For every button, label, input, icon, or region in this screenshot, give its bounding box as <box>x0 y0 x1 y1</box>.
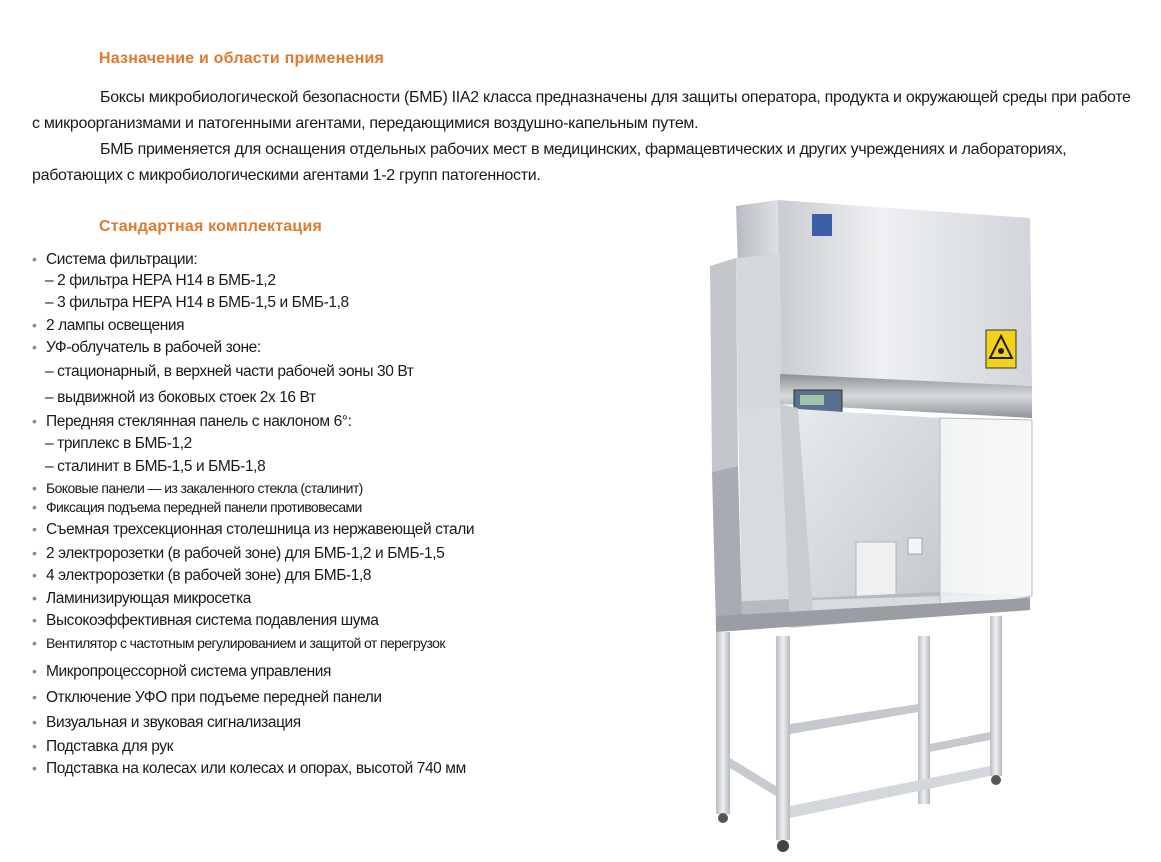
equipment-list-item: – 2 фильтра НЕРА Н14 в БМБ-1,2 <box>45 272 276 289</box>
equipment-list-item: • 4 электророзетки (в рабочей зоне) для БМБ-1,8 <box>32 567 371 585</box>
equipment-list-item: • Система фильтрации: <box>32 251 197 269</box>
biosafety-cabinet-image <box>690 196 1150 856</box>
equipment-list-item: • Высокоэффективная система подавления шума <box>32 612 378 630</box>
equipment-list-item: • 2 электророзетки (в рабочей зоне) для БМБ-1,2 и БМБ-1,5 <box>32 545 444 563</box>
purpose-paragraph-2: БМБ применяется для оснащения отдельных рабочих мест в медицинских, фармацевтических и других учреждениях и лабораториях, работающих с микробиологическими агентами 1-2 групп патогенности. <box>32 141 1067 184</box>
equipment-list-item: • Отключение УФО при подъеме передней панели <box>32 689 382 707</box>
logo-icon <box>812 214 832 236</box>
section-heading-equipment: Стандартная комплектация <box>99 218 323 235</box>
biohazard-icon <box>986 330 1016 368</box>
equipment-list-item: – выдвижной из боковых стоек 2х 16 Вт <box>45 389 316 406</box>
equipment-list-item: • УФ-облучатель в рабочей зоне: <box>32 339 261 357</box>
equipment-list-item: – 3 фильтра НЕРА Н14 в БМБ-1,5 и БМБ-1,8 <box>45 294 349 311</box>
equipment-list-item: • Подставка на колесах или колесах и опорах, высотой 740 мм <box>32 760 466 778</box>
purpose-paragraph-1: Боксы микробиологической безопасности (БМБ) IIA2 класса предназначены для защиты оператора, продукта и окружающей среды при работе с микроорганизмами и патогенными агентами, передающимися воздушно-капельным путем. <box>32 89 1131 132</box>
section-heading-purpose: Назначение и области применения <box>99 50 385 67</box>
equipment-list-item: – стационарный, в верхней части рабочей эоны 30 Вт <box>45 363 414 380</box>
equipment-list-item: • Микропроцессорной система управления <box>32 663 331 681</box>
equipment-list-item: • Ламинизирующая микросетка <box>32 590 251 608</box>
equipment-list-item: • Фиксация подъема передней панели противовесами <box>32 499 362 515</box>
equipment-list-item: • 2 лампы освещения <box>32 317 184 335</box>
equipment-list-item: • Вентилятор с частотным регулированием и защитой от перегрузок <box>32 635 445 651</box>
equipment-list-item: – триплекс в БМБ-1,2 <box>45 435 192 452</box>
equipment-list-item: • Визуальная и звуковая сигнализация <box>32 714 301 732</box>
equipment-list-item: • Передняя стеклянная панель с наклоном 6°: <box>32 413 352 431</box>
equipment-list-item: • Подставка для рук <box>32 738 173 756</box>
equipment-list-item: – сталинит в БМБ-1,5 и БМБ-1,8 <box>45 458 266 475</box>
equipment-list-item: • Съемная трехсекционная столешница из нержавеющей стали <box>32 521 474 539</box>
equipment-list-item: • Боковые панели — из закаленного стекла (сталинит) <box>32 480 363 496</box>
